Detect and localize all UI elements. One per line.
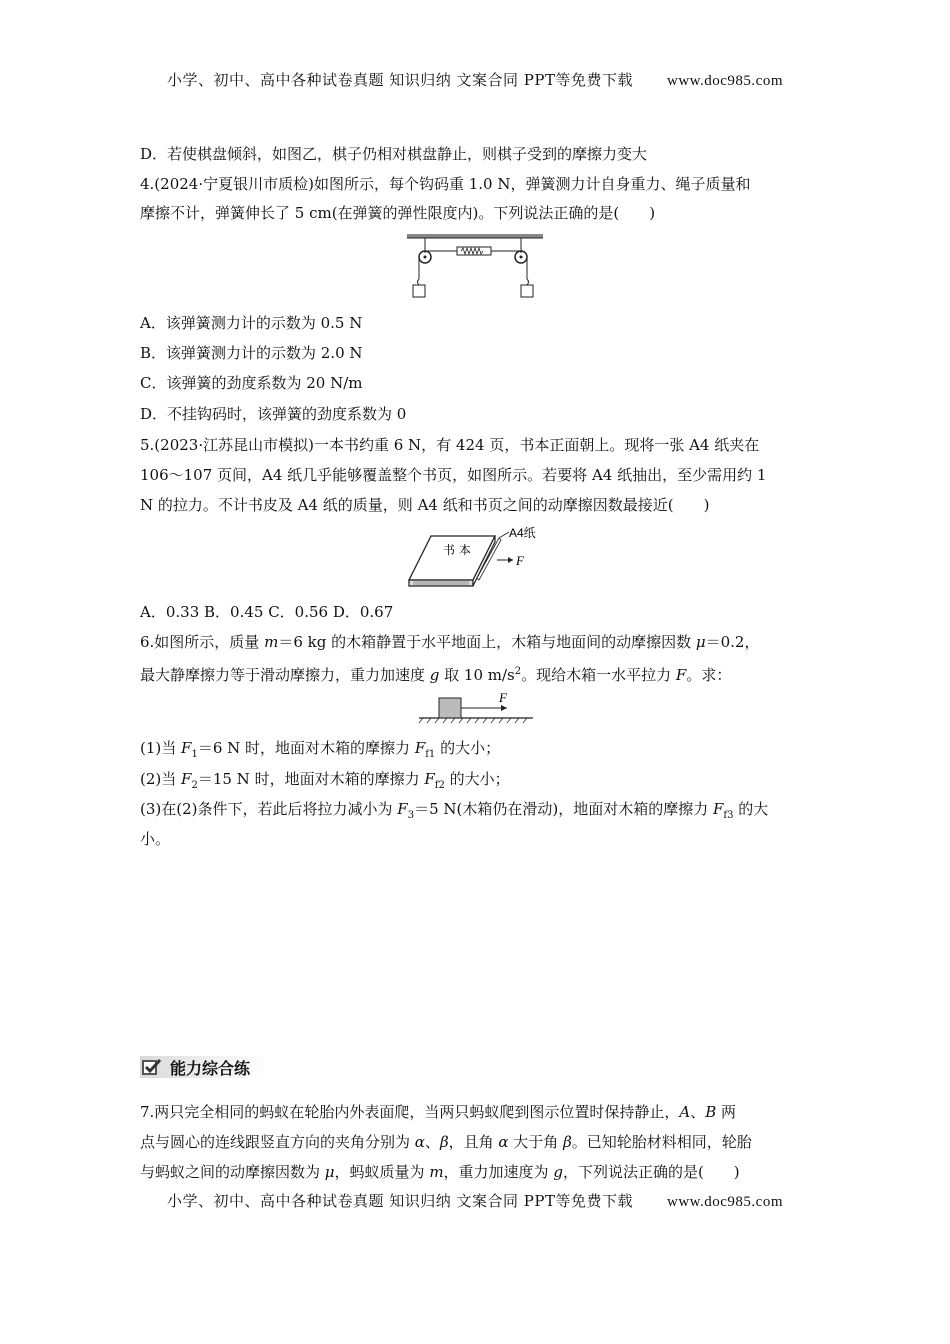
q7-stem-line3: 与蚂蚁之间的动摩擦因数为 μ，蚂蚁质量为 m，重力加速度为 g，下列说法正确的是( ): [140, 1163, 740, 1181]
header-site-link[interactable]: www.doc985.com: [666, 73, 783, 89]
book-label: 书 本: [443, 543, 471, 557]
right-hook-weight: [521, 285, 533, 297]
ceiling: [407, 234, 543, 238]
q7-stem-line2: 点与圆心的连线跟竖直方向的夹角分别为 α、β，且角 α 大于角 β。已知轮胎材料相同，轮胎: [140, 1133, 752, 1151]
q6-sub2: (2)当 $F_2=15$ N 时，地面对木箱的摩擦力 $F_{f2}$ 的大小；: [140, 770, 510, 791]
left-hook-weight: [413, 285, 425, 297]
section-title: 能力综合练: [170, 1058, 251, 1078]
q6-sub3: (3)在(2)条件下，若此后将拉力减小为 $F_3=5$ N(木箱仍在滑动)，地面对木箱的摩擦力 $F_{f3}$ 的大: [140, 800, 769, 821]
q6-box-figure: [417, 690, 535, 724]
force-label-f: F: [499, 690, 507, 705]
q4-option-b: B．该弹簧测力计的示数为 2.0 N: [140, 344, 363, 362]
q5-book-figure: [405, 524, 555, 592]
q4-option-a: A．该弹簧测力计的示数为 0.5 N: [140, 314, 363, 332]
q4-option-d: D．不挂钩码时，该弹簧的劲度系数为 0: [140, 405, 407, 423]
wooden-box: [439, 698, 461, 718]
q4-stem-line1: 4.(2024·宁夏银川市质检)如图所示，每个钩码重 1.0 N，弹簧测力计自身重力、绳子质量和: [140, 175, 751, 193]
q5-stem-line2: 106～107 页间，A4 纸几乎能够覆盖整个书页，如图所示。若要将 A4 纸抽出，至少需用约 1: [140, 466, 767, 484]
checkbox-check-icon: [142, 1058, 162, 1076]
q4-spring-scale-figure: [405, 233, 545, 301]
q7-stem-line1: 7.两只完全相同的蚂蚁在轮胎内外表面爬，当两只蚂蚁爬到图示位置时保持静止，A、B 两: [140, 1103, 736, 1121]
q6-stem-line2: 最大静摩擦力等于滑动摩擦力，重力加速度 g 取 10 $m/s^2$。现给木箱一水平拉力 F。求：: [140, 666, 732, 684]
q6-stem-line1: 6.如图所示，质量 m＝6 kg 的木箱静置于水平地面上，木箱与地面间的动摩擦因数 μ＝0.2，: [140, 633, 760, 651]
page-footer: [0, 1190, 950, 1211]
q4-stem-line2: 摩擦不计，弹簧伸长了 5 cm(在弹簧的弹性限度内)。下列说法正确的是( ): [140, 204, 656, 222]
q3-option-d: D．若使棋盘倾斜，如图乙，棋子仍相对棋盘静止，则棋子受到的摩擦力变大: [140, 145, 648, 163]
q6-sub3-line2: 小。: [140, 830, 171, 848]
q5-stem-line3: N 的拉力。不计书皮及 A4 纸的质量，则 A4 纸和书页之间的动摩擦因数最接近( ): [140, 496, 710, 514]
header-text: 小学、初中、高中各种试卷真题 知识归纳 文案合同 PPT等免费下载: [166, 71, 633, 89]
force-label-f: F: [516, 553, 524, 568]
q5-options: A．0.33 B．0.45 C．0.56 D．0.67: [140, 603, 394, 621]
q6-sub1: (1)当 $F_1=6$ N 时，地面对木箱的摩擦力 $F_{f1}$ 的大小；: [140, 739, 501, 760]
a4-label: A4纸: [509, 526, 536, 540]
section-header: [140, 1056, 250, 1078]
footer-site-link[interactable]: www.doc985.com: [666, 1194, 783, 1210]
page-header: [0, 69, 950, 90]
q5-stem-line1: 5.(2023·江苏昆山市模拟)一本书约重 6 N，有 424 页，书本正面朝上。现将一张 A4 纸夹在: [140, 436, 760, 454]
footer-text: 小学、初中、高中各种试卷真题 知识归纳 文案合同 PPT等免费下载: [166, 1192, 633, 1210]
q4-option-c: C．该弹簧的劲度系数为 20 N/m: [140, 374, 363, 392]
